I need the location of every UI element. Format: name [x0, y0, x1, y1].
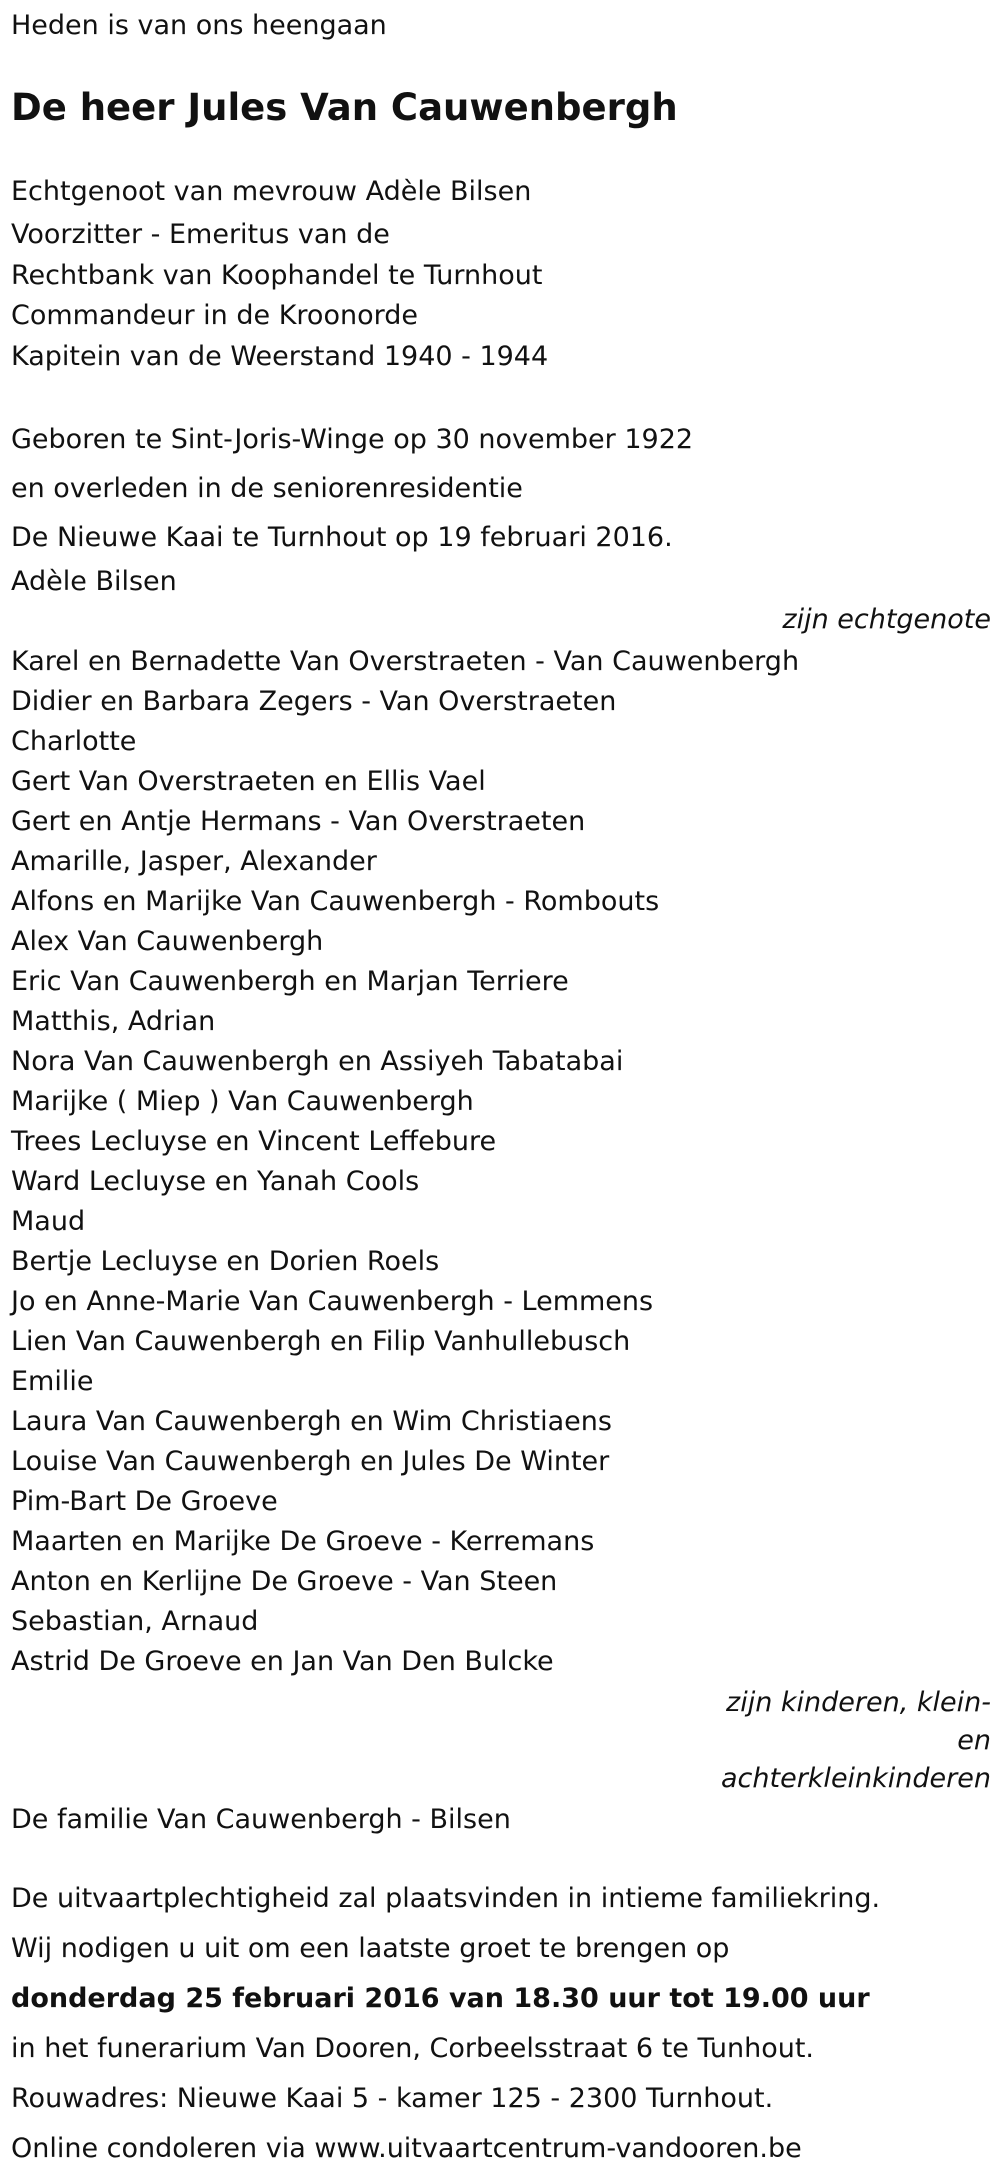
children-role-line: en — [957, 1725, 991, 1756]
family-member-line: Maud — [11, 1206, 86, 1237]
family-member-line: Charlotte — [11, 726, 137, 757]
family-member-line: Matthis, Adrian — [11, 1006, 216, 1037]
death-place-line: De Nieuwe Kaai te Turnhout op 19 februari 2016. — [11, 522, 673, 553]
family-member-line: Gert Van Overstraeten en Ellis Vael — [11, 766, 486, 797]
family-member-line: Alfons en Marijke Van Cauwenbergh - Rombouts — [11, 886, 660, 917]
spouse-role: zijn echtgenote — [782, 604, 991, 635]
family-member-line: Emilie — [11, 1366, 94, 1397]
ceremony-block — [11, 1874, 991, 2174]
children-list — [11, 642, 991, 1682]
family-member-line: Astrid De Groeve en Jan Van Den Bulcke — [11, 1646, 554, 1677]
family-signature: De familie Van Cauwenbergh - Bilsen — [11, 1804, 511, 1835]
title-line: Voorzitter - Emeritus van de — [11, 219, 390, 250]
family-member-line: Laura Van Cauwenbergh en Wim Christiaens — [11, 1406, 612, 1437]
title-line: Commandeur in de Kroonorde — [11, 300, 418, 331]
online-condolence: Online condoleren via www.uitvaartcentrum-vandooren.be — [11, 2133, 802, 2164]
mourning-address: Rouwadres: Nieuwe Kaai 5 - kamer 125 - 2300 Turnhout. — [11, 2083, 774, 2114]
spouse-name: Adèle Bilsen — [11, 566, 177, 597]
titles-block — [11, 215, 991, 377]
family-member-line: Trees Lecluyse en Vincent Leffebure — [11, 1126, 497, 1157]
ceremony-line: De uitvaartplechtigheid zal plaatsvinden in intieme familiekring. — [11, 1883, 881, 1914]
family-member-line: Bertje Lecluyse en Dorien Roels — [11, 1246, 440, 1277]
family-member-line: Karel en Bernadette Van Overstraeten - Van Cauwenbergh — [11, 646, 800, 677]
family-member-line: Ward Lecluyse en Yanah Cools — [11, 1166, 420, 1197]
children-role — [11, 1684, 991, 1798]
title-line: Rechtbank van Koophandel te Turnhout — [11, 259, 543, 291]
title-line: Kapitein van de Weerstand 1940 - 1944 — [11, 340, 549, 372]
death-line: en overleden in de seniorenresidentie — [11, 473, 523, 504]
deceased-name: De heer Jules Van Cauwenbergh — [11, 86, 678, 129]
ceremony-location: in het funerarium Van Dooren, Corbeelsstraat 6 te Tunhout. — [11, 2033, 814, 2064]
spouse-line: Echtgenoot van mevrouw Adèle Bilsen — [11, 176, 532, 207]
birth-death-block — [11, 415, 991, 562]
family-member-line: Nora Van Cauwenbergh en Assiyeh Tabatabai — [11, 1046, 624, 1077]
family-member-line: Anton en Kerlijne De Groeve - Van Steen — [11, 1566, 558, 1597]
family-member-line: Amarille, Jasper, Alexander — [11, 846, 377, 877]
intro-text: Heden is van ons heengaan — [11, 10, 387, 41]
children-role-line: zijn kinderen, klein- — [726, 1687, 991, 1718]
family-member-line: Marijke ( Miep ) Van Cauwenbergh — [11, 1086, 474, 1117]
family-member-line: Pim-Bart De Groeve — [11, 1486, 278, 1517]
obituary-notice — [11, 0, 991, 2174]
family-member-line: Eric Van Cauwenbergh en Marjan Terriere — [11, 966, 569, 997]
family-member-line: Gert en Antje Hermans - Van Overstraeten — [11, 806, 586, 837]
family-member-line: Louise Van Cauwenbergh en Jules De Winter — [11, 1446, 610, 1477]
family-member-line: Maarten en Marijke De Groeve - Kerremans — [11, 1526, 595, 1557]
family-member-line: Lien Van Cauwenbergh en Filip Vanhullebusch — [11, 1326, 631, 1357]
birth-line: Geboren te Sint-Joris-Winge op 30 november 1922 — [11, 424, 694, 455]
ceremony-date: donderdag 25 februari 2016 van 18.30 uur tot 19.00 uur — [11, 1983, 870, 2014]
family-member-line: Jo en Anne-Marie Van Cauwenbergh - Lemmens — [11, 1286, 654, 1317]
family-member-line: Sebastian, Arnaud — [11, 1606, 259, 1637]
family-member-line: Didier en Barbara Zegers - Van Overstraeten — [11, 686, 617, 717]
children-role-line: achterkleinkinderen — [721, 1763, 991, 1794]
ceremony-line: Wij nodigen u uit om een laatste groet te brengen op — [11, 1933, 730, 1964]
family-member-line: Alex Van Cauwenbergh — [11, 926, 324, 957]
